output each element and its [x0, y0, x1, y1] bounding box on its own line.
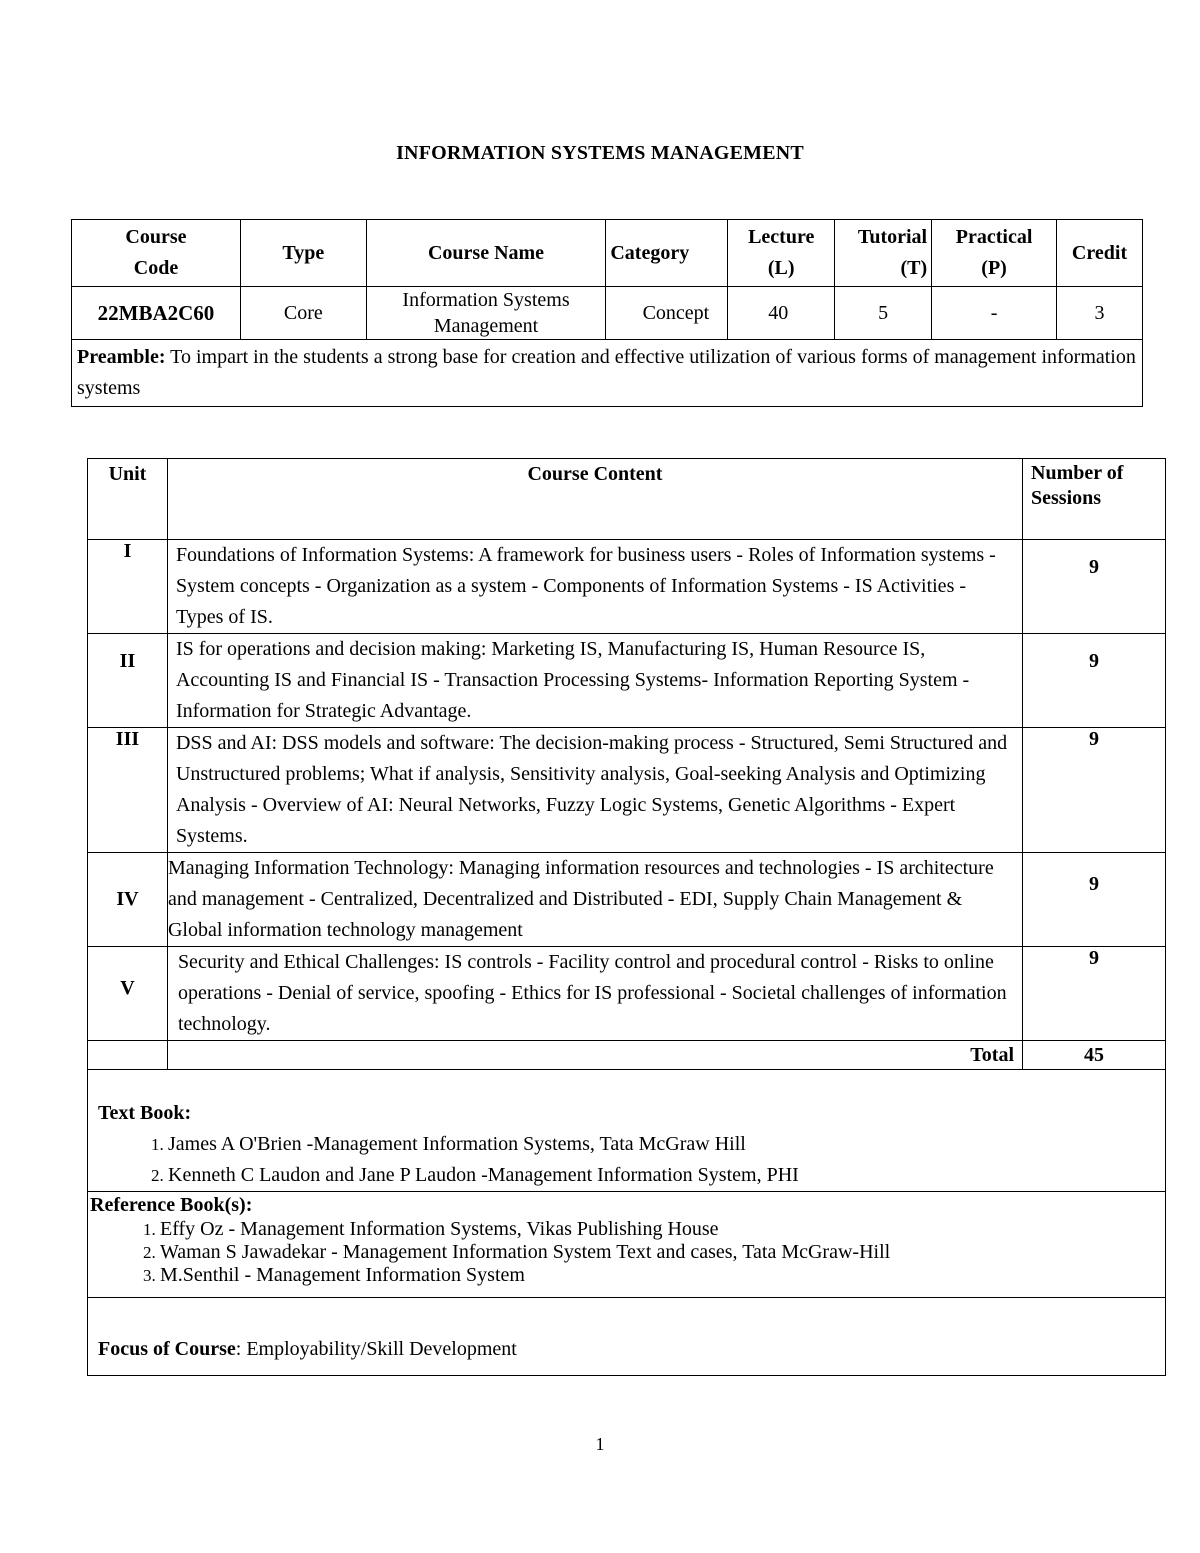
practical-value: - [932, 287, 1057, 340]
header-course-code: Course Code [72, 220, 241, 287]
header-tutorial: Tutorial (T) [835, 220, 932, 287]
text-book-row [88, 1070, 1166, 1192]
category-value: Concept [606, 287, 728, 340]
header-unit: Unit [88, 459, 168, 540]
unit-sessions: 9 [1023, 540, 1166, 634]
unit-sessions: 9 [1023, 634, 1166, 728]
list-item: 3. M.Senthil - Management Information System [160, 1264, 1165, 1287]
text-book-list [98, 1129, 1165, 1191]
unit-sessions: 9 [1023, 728, 1166, 853]
page-title: INFORMATION SYSTEMS MANAGEMENT [396, 142, 804, 164]
header-course-name: Course Name [366, 220, 606, 287]
preamble-row [72, 340, 1143, 407]
text-book-label: Text Book: [98, 1102, 192, 1124]
course-code-value: 22MBA2C60 [72, 287, 241, 340]
lecture-value: 40 [728, 287, 835, 340]
total-value: 45 [1023, 1041, 1166, 1070]
course-name-value: Information Systems Management [366, 287, 606, 340]
header-category: Category [606, 220, 728, 287]
course-header-row [72, 220, 1143, 287]
preamble-label: Preamble: [77, 346, 166, 368]
unit-label: III [88, 728, 168, 853]
list-item: 2. Waman S Jawadekar - Management Information System Text and cases, Tata McGraw-Hill [160, 1241, 1165, 1264]
header-practical: Practical (P) [932, 220, 1057, 287]
focus-row [88, 1298, 1166, 1376]
focus-value: : Employability/Skill Development [235, 1338, 517, 1360]
reference-book-cell [88, 1192, 1166, 1298]
table-row [88, 728, 1166, 853]
total-row [88, 1041, 1166, 1070]
table-row [88, 540, 1166, 634]
unit-sessions: 9 [1023, 947, 1166, 1041]
credit-value: 3 [1057, 287, 1143, 340]
unit-label: IV [88, 853, 168, 947]
list-item: 2. Kenneth C Laudon and Jane P Laudon -Management Information System, PHI [168, 1160, 1165, 1191]
preamble-cell [72, 340, 1143, 407]
unit-content: Managing Information Technology: Managing information resources and technologies - IS architecture and management - Centralized, Decentralized and Distributed - EDI, Supply Chain Management & Global information technology management [167, 853, 1022, 947]
unit-content: DSS and AI: DSS models and software: The decision-making process - Structured, Semi Structured and Unstructured problems; What if analysis, Sensitivity analysis, Goal-seeking Analysis and Optimizing Analysis - Overview of AI: Neural Networks, Fuzzy Logic Systems, Genetic Algorithms - Expert Systems. [167, 728, 1022, 853]
type-value: Core [240, 287, 366, 340]
unit-label: I [88, 540, 168, 634]
table-row [88, 947, 1166, 1041]
course-content-table [87, 458, 1166, 1376]
unit-label: II [88, 634, 168, 728]
unit-content: IS for operations and decision making: Marketing IS, Manufacturing IS, Human Resource IS, Accounting IS and Financial IS - Transaction Processing Systems- Information Reporting System - Information for Strategic Advantage. [167, 634, 1022, 728]
unit-content: Foundations of Information Systems: A framework for business users - Roles of Information systems - System concepts - Organization as a system - Components of Information Systems - IS Activities - Types of IS. [167, 540, 1022, 634]
unit-sessions: 9 [1023, 853, 1166, 947]
header-type: Type [240, 220, 366, 287]
header-lecture: Lecture (L) [728, 220, 835, 287]
unit-label: V [88, 947, 168, 1041]
content-header-row [88, 459, 1166, 540]
preamble-text: To impart in the students a strong base for creation and effective utilization of various forms of management information systems [77, 346, 1136, 399]
table-row [88, 853, 1166, 947]
focus-cell [88, 1298, 1166, 1376]
reference-book-row [88, 1192, 1166, 1298]
page-number: 1 [595, 1434, 605, 1454]
reference-book-label: Reference Book(s): [90, 1194, 253, 1216]
header-credit: Credit [1057, 220, 1143, 287]
header-number-of-sessions: Number of Sessions [1023, 459, 1166, 540]
list-item: 1. Effy Oz - Management Information Systems, Vikas Publishing House [160, 1218, 1165, 1241]
course-info-table [71, 219, 1143, 407]
unit-content: Security and Ethical Challenges: IS controls - Facility control and procedural control - Risks to online operations - Denial of service, spoofing - Ethics for IS professional - Societal challenges of information technology. [167, 947, 1022, 1041]
focus-label: Focus of Course [98, 1338, 236, 1360]
total-label: Total [167, 1041, 1022, 1070]
text-book-cell [88, 1070, 1166, 1192]
header-course-content: Course Content [167, 459, 1022, 540]
list-item: 1. James A O'Brien -Management Information Systems, Tata McGraw Hill [168, 1129, 1165, 1160]
course-value-row [72, 287, 1143, 340]
total-empty-cell [88, 1041, 168, 1070]
reference-book-list [90, 1218, 1165, 1287]
tutorial-value: 5 [835, 287, 932, 340]
table-row [88, 634, 1166, 728]
